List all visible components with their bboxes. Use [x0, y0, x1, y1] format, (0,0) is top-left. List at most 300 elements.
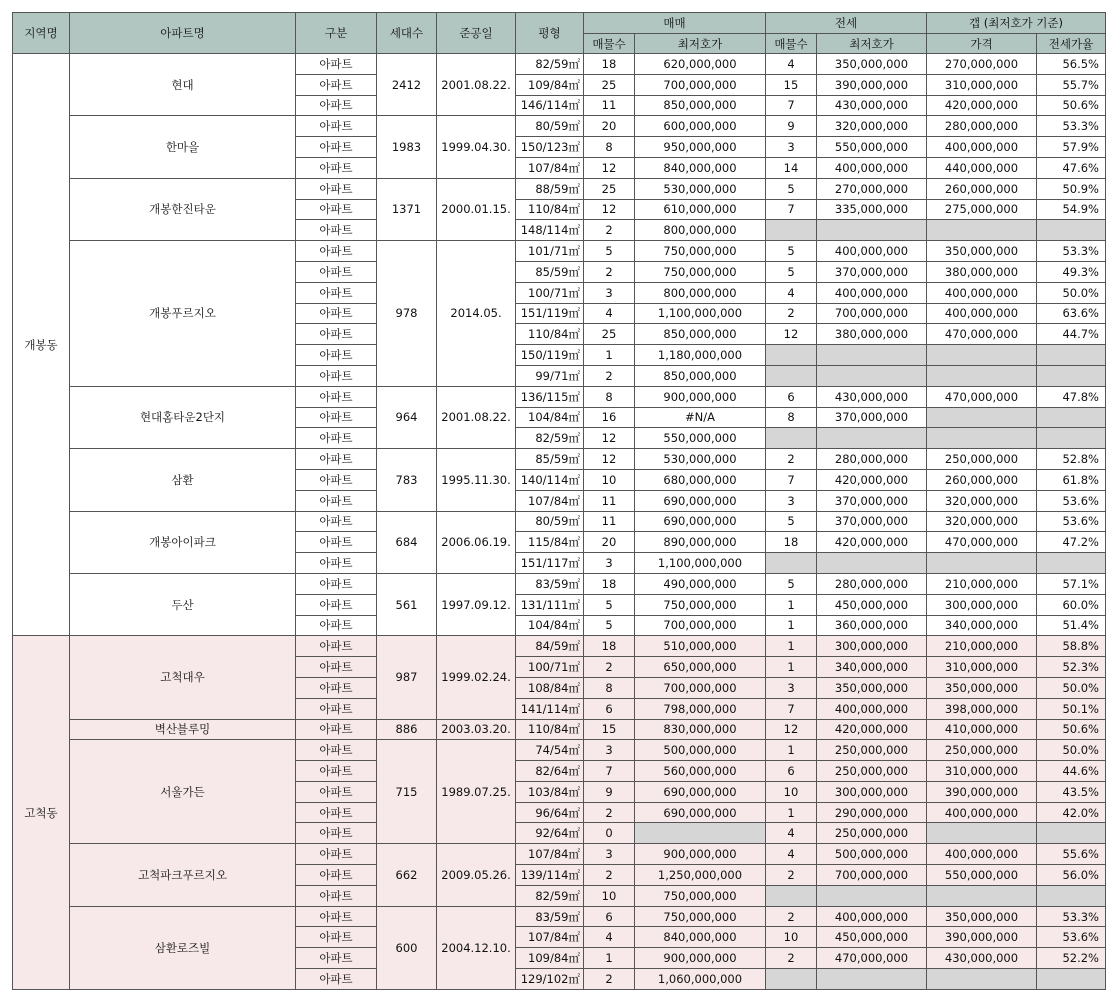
type-cell[interactable]: 아파트 [296, 490, 377, 511]
gap-ratio-cell[interactable] [1037, 885, 1106, 906]
gap-ratio-cell[interactable] [1037, 407, 1106, 428]
jeonse-price-cell[interactable]: 430,000,000 [817, 386, 927, 407]
sale-count-cell[interactable]: 18 [584, 573, 635, 594]
gap-ratio-cell[interactable] [1037, 553, 1106, 574]
gap-ratio-cell[interactable]: 50.0% [1037, 282, 1106, 303]
completion-date-cell[interactable]: 1999.04.30. [437, 116, 516, 178]
area-cell[interactable]: 80/59㎡ [516, 511, 584, 532]
area-cell[interactable]: 109/84㎡ [516, 948, 584, 969]
area-cell[interactable]: 109/84㎡ [516, 74, 584, 95]
jeonse-price-cell[interactable]: 350,000,000 [817, 54, 927, 75]
sale-count-cell[interactable]: 2 [584, 802, 635, 823]
header-jeonse[interactable]: 전세 [766, 13, 927, 34]
sale-price-cell[interactable]: 690,000,000 [635, 511, 766, 532]
gap-ratio-cell[interactable]: 50.6% [1037, 95, 1106, 116]
area-cell[interactable]: 110/84㎡ [516, 719, 584, 740]
sale-count-cell[interactable]: 20 [584, 116, 635, 137]
jeonse-count-cell[interactable]: 9 [766, 116, 817, 137]
header-completion[interactable]: 준공일 [437, 13, 516, 54]
type-cell[interactable]: 아파트 [296, 116, 377, 137]
gap-price-cell[interactable]: 400,000,000 [927, 303, 1037, 324]
sale-count-cell[interactable]: 12 [584, 199, 635, 220]
gap-price-cell[interactable]: 430,000,000 [927, 948, 1037, 969]
jeonse-price-cell[interactable]: 290,000,000 [817, 802, 927, 823]
sale-count-cell[interactable]: 25 [584, 324, 635, 345]
jeonse-price-cell[interactable]: 280,000,000 [817, 573, 927, 594]
area-cell[interactable]: 107/84㎡ [516, 927, 584, 948]
sale-price-cell[interactable]: 750,000,000 [635, 241, 766, 262]
jeonse-count-cell[interactable]: 2 [766, 303, 817, 324]
sale-count-cell[interactable]: 11 [584, 95, 635, 116]
type-cell[interactable]: 아파트 [296, 781, 377, 802]
completion-date-cell[interactable]: 2006.06.19. [437, 511, 516, 573]
jeonse-price-cell[interactable]: 320,000,000 [817, 116, 927, 137]
sale-price-cell[interactable]: 690,000,000 [635, 781, 766, 802]
jeonse-count-cell[interactable]: 1 [766, 594, 817, 615]
gap-price-cell[interactable]: 390,000,000 [927, 781, 1037, 802]
sale-price-cell[interactable]: 840,000,000 [635, 157, 766, 178]
type-cell[interactable]: 아파트 [296, 95, 377, 116]
gap-price-cell[interactable]: 250,000,000 [927, 740, 1037, 761]
area-cell[interactable]: 74/54㎡ [516, 740, 584, 761]
jeonse-count-cell[interactable]: 3 [766, 490, 817, 511]
sale-price-cell[interactable]: 490,000,000 [635, 573, 766, 594]
area-cell[interactable]: 83/59㎡ [516, 906, 584, 927]
gap-price-cell[interactable]: 410,000,000 [927, 719, 1037, 740]
sale-price-cell[interactable]: 690,000,000 [635, 490, 766, 511]
complex-name-cell[interactable]: 현대 [70, 54, 296, 116]
header-sale[interactable]: 매매 [584, 13, 766, 34]
sale-price-cell[interactable]: 830,000,000 [635, 719, 766, 740]
area-cell[interactable]: 107/84㎡ [516, 844, 584, 865]
sale-count-cell[interactable]: 8 [584, 137, 635, 158]
area-cell[interactable]: 88/59㎡ [516, 178, 584, 199]
header-gap[interactable]: 갭 (최저호가 기준) [927, 13, 1106, 34]
sale-price-cell[interactable]: 890,000,000 [635, 532, 766, 553]
sale-price-cell[interactable]: 610,000,000 [635, 199, 766, 220]
area-cell[interactable]: 92/64㎡ [516, 823, 584, 844]
gap-ratio-cell[interactable] [1037, 428, 1106, 449]
jeonse-price-cell[interactable]: 370,000,000 [817, 511, 927, 532]
gap-ratio-cell[interactable]: 50.1% [1037, 698, 1106, 719]
gap-price-cell[interactable]: 380,000,000 [927, 261, 1037, 282]
gap-price-cell[interactable]: 350,000,000 [927, 906, 1037, 927]
sale-count-cell[interactable]: 1 [584, 948, 635, 969]
type-cell[interactable]: 아파트 [296, 573, 377, 594]
gap-ratio-cell[interactable]: 61.8% [1037, 469, 1106, 490]
jeonse-count-cell[interactable]: 7 [766, 698, 817, 719]
complex-name-cell[interactable]: 삼환 [70, 449, 296, 511]
area-cell[interactable]: 150/119㎡ [516, 345, 584, 366]
jeonse-price-cell[interactable]: 250,000,000 [817, 823, 927, 844]
gap-price-cell[interactable]: 310,000,000 [927, 761, 1037, 782]
sale-count-cell[interactable]: 12 [584, 157, 635, 178]
gap-price-cell[interactable]: 398,000,000 [927, 698, 1037, 719]
sale-count-cell[interactable]: 18 [584, 636, 635, 657]
gap-ratio-cell[interactable] [1037, 220, 1106, 241]
gap-ratio-cell[interactable] [1037, 365, 1106, 386]
gap-ratio-cell[interactable]: 44.6% [1037, 761, 1106, 782]
jeonse-count-cell[interactable]: 12 [766, 324, 817, 345]
type-cell[interactable]: 아파트 [296, 865, 377, 886]
completion-date-cell[interactable]: 2001.08.22. [437, 386, 516, 448]
sale-count-cell[interactable]: 9 [584, 781, 635, 802]
sale-price-cell[interactable]: 900,000,000 [635, 948, 766, 969]
jeonse-price-cell[interactable]: 700,000,000 [817, 865, 927, 886]
sale-count-cell[interactable]: 2 [584, 261, 635, 282]
sale-price-cell[interactable]: 840,000,000 [635, 927, 766, 948]
jeonse-count-cell[interactable]: 1 [766, 802, 817, 823]
gap-ratio-cell[interactable]: 58.8% [1037, 636, 1106, 657]
households-cell[interactable]: 987 [377, 636, 437, 719]
gap-ratio-cell[interactable]: 52.8% [1037, 449, 1106, 470]
sale-price-cell[interactable]: 560,000,000 [635, 761, 766, 782]
jeonse-count-cell[interactable] [766, 553, 817, 574]
gap-price-cell[interactable] [927, 407, 1037, 428]
area-cell[interactable]: 151/119㎡ [516, 303, 584, 324]
gap-ratio-cell[interactable]: 53.6% [1037, 511, 1106, 532]
sale-count-cell[interactable]: 2 [584, 969, 635, 990]
jeonse-count-cell[interactable]: 4 [766, 54, 817, 75]
area-cell[interactable]: 82/59㎡ [516, 428, 584, 449]
jeonse-price-cell[interactable]: 420,000,000 [817, 469, 927, 490]
area-cell[interactable]: 110/84㎡ [516, 324, 584, 345]
jeonse-count-cell[interactable]: 3 [766, 137, 817, 158]
gap-ratio-cell[interactable]: 50.6% [1037, 719, 1106, 740]
jeonse-price-cell[interactable]: 430,000,000 [817, 95, 927, 116]
type-cell[interactable]: 아파트 [296, 594, 377, 615]
gap-price-cell[interactable]: 420,000,000 [927, 95, 1037, 116]
households-cell[interactable]: 684 [377, 511, 437, 573]
jeonse-count-cell[interactable] [766, 885, 817, 906]
jeonse-price-cell[interactable]: 250,000,000 [817, 740, 927, 761]
gap-ratio-cell[interactable]: 55.7% [1037, 74, 1106, 95]
gap-ratio-cell[interactable]: 47.6% [1037, 157, 1106, 178]
sale-price-cell[interactable]: 850,000,000 [635, 95, 766, 116]
type-cell[interactable]: 아파트 [296, 969, 377, 990]
gap-price-cell[interactable]: 250,000,000 [927, 449, 1037, 470]
gap-price-cell[interactable]: 210,000,000 [927, 636, 1037, 657]
sale-price-cell[interactable]: 1,060,000,000 [635, 969, 766, 990]
sale-count-cell[interactable]: 6 [584, 906, 635, 927]
type-cell[interactable]: 아파트 [296, 449, 377, 470]
gap-ratio-cell[interactable] [1037, 969, 1106, 990]
sale-count-cell[interactable]: 2 [584, 865, 635, 886]
sale-count-cell[interactable]: 6 [584, 698, 635, 719]
gap-ratio-cell[interactable]: 47.8% [1037, 386, 1106, 407]
type-cell[interactable]: 아파트 [296, 885, 377, 906]
area-cell[interactable]: 100/71㎡ [516, 657, 584, 678]
gap-ratio-cell[interactable]: 60.0% [1037, 594, 1106, 615]
sale-price-cell[interactable]: 800,000,000 [635, 282, 766, 303]
area-cell[interactable]: 131/111㎡ [516, 594, 584, 615]
sale-count-cell[interactable]: 11 [584, 490, 635, 511]
type-cell[interactable]: 아파트 [296, 823, 377, 844]
sale-price-cell[interactable]: 620,000,000 [635, 54, 766, 75]
header-gap-ratio[interactable]: 전세가율 [1037, 34, 1106, 54]
households-cell[interactable]: 561 [377, 573, 437, 635]
sale-count-cell[interactable]: 7 [584, 761, 635, 782]
complex-name-cell[interactable]: 두산 [70, 573, 296, 635]
type-cell[interactable]: 아파트 [296, 761, 377, 782]
sale-count-cell[interactable]: 10 [584, 469, 635, 490]
gap-ratio-cell[interactable]: 57.9% [1037, 137, 1106, 158]
sale-count-cell[interactable]: 16 [584, 407, 635, 428]
jeonse-price-cell[interactable] [817, 553, 927, 574]
sale-price-cell[interactable]: 1,180,000,000 [635, 345, 766, 366]
households-cell[interactable]: 783 [377, 449, 437, 511]
area-cell[interactable]: 151/117㎡ [516, 553, 584, 574]
gap-ratio-cell[interactable]: 49.3% [1037, 261, 1106, 282]
type-cell[interactable]: 아파트 [296, 948, 377, 969]
complex-name-cell[interactable]: 고척파크푸르지오 [70, 844, 296, 906]
completion-date-cell[interactable]: 2014.05. [437, 241, 516, 387]
jeonse-price-cell[interactable]: 280,000,000 [817, 449, 927, 470]
jeonse-price-cell[interactable]: 335,000,000 [817, 199, 927, 220]
gap-ratio-cell[interactable]: 54.9% [1037, 199, 1106, 220]
jeonse-price-cell[interactable]: 450,000,000 [817, 927, 927, 948]
sale-price-cell[interactable]: 798,000,000 [635, 698, 766, 719]
type-cell[interactable]: 아파트 [296, 698, 377, 719]
gap-ratio-cell[interactable]: 53.3% [1037, 906, 1106, 927]
area-cell[interactable]: 148/114㎡ [516, 220, 584, 241]
gap-price-cell[interactable]: 300,000,000 [927, 594, 1037, 615]
sale-price-cell[interactable]: 950,000,000 [635, 137, 766, 158]
type-cell[interactable]: 아파트 [296, 677, 377, 698]
area-cell[interactable]: 82/59㎡ [516, 885, 584, 906]
type-cell[interactable]: 아파트 [296, 469, 377, 490]
sale-price-cell[interactable]: 500,000,000 [635, 740, 766, 761]
area-cell[interactable]: 99/71㎡ [516, 365, 584, 386]
header-type[interactable]: 구분 [296, 13, 377, 54]
area-cell[interactable]: 101/71㎡ [516, 241, 584, 262]
jeonse-count-cell[interactable]: 10 [766, 781, 817, 802]
area-cell[interactable]: 107/84㎡ [516, 490, 584, 511]
header-sale-price[interactable]: 최저호가 [635, 34, 766, 54]
header-jeonse-price[interactable]: 최저호가 [817, 34, 927, 54]
gap-ratio-cell[interactable]: 53.3% [1037, 241, 1106, 262]
area-cell[interactable]: 103/84㎡ [516, 781, 584, 802]
gap-ratio-cell[interactable]: 55.6% [1037, 844, 1106, 865]
jeonse-count-cell[interactable]: 6 [766, 761, 817, 782]
gap-ratio-cell[interactable]: 47.2% [1037, 532, 1106, 553]
area-cell[interactable]: 80/59㎡ [516, 116, 584, 137]
type-cell[interactable]: 아파트 [296, 137, 377, 158]
jeonse-price-cell[interactable]: 370,000,000 [817, 407, 927, 428]
gap-price-cell[interactable]: 340,000,000 [927, 615, 1037, 636]
sale-count-cell[interactable]: 10 [584, 885, 635, 906]
jeonse-price-cell[interactable]: 400,000,000 [817, 241, 927, 262]
region-cell[interactable]: 개봉동 [13, 54, 70, 636]
completion-date-cell[interactable]: 2000.01.15. [437, 178, 516, 240]
sale-count-cell[interactable]: 5 [584, 594, 635, 615]
gap-price-cell[interactable] [927, 553, 1037, 574]
jeonse-price-cell[interactable]: 550,000,000 [817, 137, 927, 158]
jeonse-count-cell[interactable]: 1 [766, 615, 817, 636]
jeonse-price-cell[interactable]: 420,000,000 [817, 719, 927, 740]
sale-price-cell[interactable]: 750,000,000 [635, 594, 766, 615]
jeonse-count-cell[interactable]: 10 [766, 927, 817, 948]
sale-price-cell[interactable]: 600,000,000 [635, 116, 766, 137]
gap-price-cell[interactable] [927, 220, 1037, 241]
jeonse-price-cell[interactable] [817, 969, 927, 990]
gap-ratio-cell[interactable]: 50.9% [1037, 178, 1106, 199]
jeonse-price-cell[interactable]: 450,000,000 [817, 594, 927, 615]
gap-price-cell[interactable]: 400,000,000 [927, 137, 1037, 158]
type-cell[interactable]: 아파트 [296, 261, 377, 282]
sale-price-cell[interactable]: 900,000,000 [635, 386, 766, 407]
jeonse-price-cell[interactable]: 400,000,000 [817, 282, 927, 303]
jeonse-count-cell[interactable]: 1 [766, 657, 817, 678]
gap-ratio-cell[interactable]: 44.7% [1037, 324, 1106, 345]
sale-price-cell[interactable]: 700,000,000 [635, 74, 766, 95]
area-cell[interactable]: 136/115㎡ [516, 386, 584, 407]
area-cell[interactable]: 100/71㎡ [516, 282, 584, 303]
sale-count-cell[interactable]: 25 [584, 178, 635, 199]
completion-date-cell[interactable]: 1995.11.30. [437, 449, 516, 511]
type-cell[interactable]: 아파트 [296, 199, 377, 220]
sale-count-cell[interactable]: 12 [584, 428, 635, 449]
sale-price-cell[interactable]: 1,250,000,000 [635, 865, 766, 886]
sale-count-cell[interactable]: 15 [584, 719, 635, 740]
complex-name-cell[interactable]: 고척대우 [70, 636, 296, 719]
header-gap-price[interactable]: 가격 [927, 34, 1037, 54]
type-cell[interactable]: 아파트 [296, 719, 377, 740]
completion-date-cell[interactable]: 1999.02.24. [437, 636, 516, 719]
area-cell[interactable]: 82/59㎡ [516, 54, 584, 75]
jeonse-count-cell[interactable]: 5 [766, 573, 817, 594]
gap-ratio-cell[interactable]: 51.4% [1037, 615, 1106, 636]
gap-price-cell[interactable]: 260,000,000 [927, 178, 1037, 199]
type-cell[interactable]: 아파트 [296, 241, 377, 262]
sale-price-cell[interactable]: 690,000,000 [635, 802, 766, 823]
gap-ratio-cell[interactable]: 56.0% [1037, 865, 1106, 886]
sale-count-cell[interactable]: 5 [584, 615, 635, 636]
sale-count-cell[interactable]: 3 [584, 553, 635, 574]
type-cell[interactable]: 아파트 [296, 844, 377, 865]
gap-price-cell[interactable]: 310,000,000 [927, 74, 1037, 95]
jeonse-count-cell[interactable]: 2 [766, 449, 817, 470]
jeonse-price-cell[interactable]: 380,000,000 [817, 324, 927, 345]
gap-price-cell[interactable]: 275,000,000 [927, 199, 1037, 220]
jeonse-count-cell[interactable]: 1 [766, 740, 817, 761]
area-cell[interactable]: 115/84㎡ [516, 532, 584, 553]
type-cell[interactable]: 아파트 [296, 657, 377, 678]
type-cell[interactable]: 아파트 [296, 303, 377, 324]
complex-name-cell[interactable]: 개봉푸르지오 [70, 241, 296, 387]
area-cell[interactable]: 141/114㎡ [516, 698, 584, 719]
type-cell[interactable]: 아파트 [296, 282, 377, 303]
gap-ratio-cell[interactable]: 50.0% [1037, 740, 1106, 761]
header-households[interactable]: 세대수 [377, 13, 437, 54]
gap-ratio-cell[interactable]: 43.5% [1037, 781, 1106, 802]
header-sale-count[interactable]: 매물수 [584, 34, 635, 54]
sale-price-cell[interactable]: 750,000,000 [635, 885, 766, 906]
jeonse-price-cell[interactable]: 250,000,000 [817, 761, 927, 782]
sale-price-cell[interactable]: 1,100,000,000 [635, 303, 766, 324]
complex-name-cell[interactable]: 서울가든 [70, 740, 296, 844]
jeonse-price-cell[interactable] [817, 220, 927, 241]
sale-count-cell[interactable]: 4 [584, 303, 635, 324]
type-cell[interactable]: 아파트 [296, 428, 377, 449]
type-cell[interactable]: 아파트 [296, 532, 377, 553]
area-cell[interactable]: 139/114㎡ [516, 865, 584, 886]
sale-price-cell[interactable] [635, 823, 766, 844]
area-cell[interactable]: 85/59㎡ [516, 449, 584, 470]
completion-date-cell[interactable]: 2003.03.20. [437, 719, 516, 740]
gap-ratio-cell[interactable] [1037, 823, 1106, 844]
type-cell[interactable]: 아파트 [296, 553, 377, 574]
jeonse-count-cell[interactable]: 5 [766, 511, 817, 532]
sale-price-cell[interactable]: 850,000,000 [635, 324, 766, 345]
gap-price-cell[interactable] [927, 969, 1037, 990]
jeonse-price-cell[interactable]: 370,000,000 [817, 490, 927, 511]
gap-price-cell[interactable] [927, 345, 1037, 366]
jeonse-price-cell[interactable] [817, 428, 927, 449]
area-cell[interactable]: 107/84㎡ [516, 157, 584, 178]
jeonse-count-cell[interactable]: 5 [766, 261, 817, 282]
jeonse-count-cell[interactable]: 14 [766, 157, 817, 178]
header-area[interactable]: 평형 [516, 13, 584, 54]
jeonse-price-cell[interactable]: 370,000,000 [817, 261, 927, 282]
type-cell[interactable]: 아파트 [296, 324, 377, 345]
region-cell[interactable]: 고척동 [13, 636, 70, 990]
area-cell[interactable]: 140/114㎡ [516, 469, 584, 490]
area-cell[interactable]: 108/84㎡ [516, 677, 584, 698]
completion-date-cell[interactable]: 1997.09.12. [437, 573, 516, 635]
area-cell[interactable]: 104/84㎡ [516, 407, 584, 428]
sale-count-cell[interactable]: 2 [584, 657, 635, 678]
sale-count-cell[interactable]: 3 [584, 282, 635, 303]
sale-count-cell[interactable]: 8 [584, 386, 635, 407]
jeonse-count-cell[interactable]: 2 [766, 948, 817, 969]
complex-name-cell[interactable]: 삼환로즈빌 [70, 906, 296, 989]
jeonse-price-cell[interactable]: 500,000,000 [817, 844, 927, 865]
jeonse-price-cell[interactable]: 700,000,000 [817, 303, 927, 324]
area-cell[interactable]: 146/114㎡ [516, 95, 584, 116]
gap-price-cell[interactable]: 550,000,000 [927, 865, 1037, 886]
gap-ratio-cell[interactable]: 53.3% [1037, 116, 1106, 137]
sale-price-cell[interactable]: #N/A [635, 407, 766, 428]
area-cell[interactable]: 104/84㎡ [516, 615, 584, 636]
jeonse-price-cell[interactable]: 420,000,000 [817, 532, 927, 553]
jeonse-price-cell[interactable]: 400,000,000 [817, 698, 927, 719]
sale-price-cell[interactable]: 700,000,000 [635, 615, 766, 636]
jeonse-count-cell[interactable]: 4 [766, 282, 817, 303]
jeonse-price-cell[interactable]: 300,000,000 [817, 781, 927, 802]
gap-price-cell[interactable]: 270,000,000 [927, 54, 1037, 75]
sale-price-cell[interactable]: 900,000,000 [635, 844, 766, 865]
gap-ratio-cell[interactable]: 57.1% [1037, 573, 1106, 594]
jeonse-price-cell[interactable] [817, 345, 927, 366]
type-cell[interactable]: 아파트 [296, 615, 377, 636]
sale-count-cell[interactable]: 20 [584, 532, 635, 553]
header-region[interactable]: 지역명 [13, 13, 70, 54]
jeonse-price-cell[interactable]: 400,000,000 [817, 906, 927, 927]
area-cell[interactable]: 83/59㎡ [516, 573, 584, 594]
gap-price-cell[interactable]: 320,000,000 [927, 490, 1037, 511]
complex-name-cell[interactable]: 현대홈타운2단지 [70, 386, 296, 448]
sale-price-cell[interactable]: 700,000,000 [635, 677, 766, 698]
jeonse-count-cell[interactable]: 7 [766, 469, 817, 490]
gap-price-cell[interactable]: 310,000,000 [927, 657, 1037, 678]
jeonse-count-cell[interactable] [766, 220, 817, 241]
jeonse-count-cell[interactable]: 8 [766, 407, 817, 428]
jeonse-price-cell[interactable]: 300,000,000 [817, 636, 927, 657]
complex-name-cell[interactable]: 한마을 [70, 116, 296, 178]
area-cell[interactable]: 82/64㎡ [516, 761, 584, 782]
type-cell[interactable]: 아파트 [296, 178, 377, 199]
